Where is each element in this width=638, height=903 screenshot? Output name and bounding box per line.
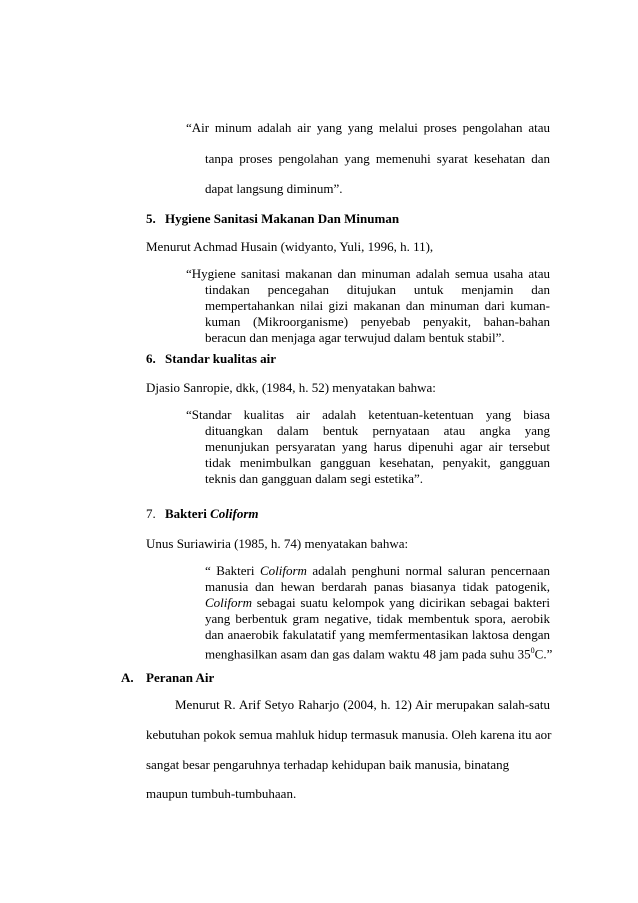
section-6-citation: Djasio Sanropie, dkk, (1984, h. 52) menyatakan bahwa: [146, 380, 436, 395]
section-5-citation: Menurut Achmad Husain (widyanto, Yuli, 1996, h. 11), [146, 239, 434, 254]
section-7-title-italic: Coliform [210, 506, 259, 521]
section-7-quote-line-3 [205, 595, 550, 611]
section-7-quote-l6b: C.” [534, 646, 553, 662]
section-a-line-1: Menurut R. Arif Setyo Raharjo (2004, h. 12) Air merupakan salah-satu [175, 697, 550, 712]
section-5-quote-line-4: kuman (Mikroorganisme) penyebab penyakit, bahan-bahan [205, 314, 550, 329]
section-6-quote-line-2: dituangkan dalam bentuk pernyataan atau angka yang [205, 423, 550, 438]
section-7-quote-l3b: sebagai suatu kelompok yang dicirikan sebagai bakteri [251, 595, 550, 610]
section-7-citation: Unus Suriawiria (1985, h. 74) menyatakan bahwa: [146, 536, 409, 551]
quote-air-minum-line-3: dapat langsung diminum”. [205, 181, 343, 196]
section-7-title [165, 506, 259, 522]
quote-air-minum-line-2: tanpa proses pengolahan yang memenuhi syarat kesehatan dan [205, 151, 550, 166]
section-a-letter: A. [121, 670, 134, 685]
section-7-number: 7. [146, 506, 156, 521]
section-6-quote-line-4: tidak menimbulkan gangguan kesehatan, penyakit, gangguan [205, 455, 550, 470]
section-7-quote-line-4: yang berbentuk gram negative, tidak membentuk spora, aerobik [205, 611, 550, 626]
section-a-line-2: kebutuhan pokok semua mahluk hidup termasuk manusia. Oleh karena itu aor [146, 727, 552, 742]
section-7-quote-l1a: “ Bakteri [205, 563, 260, 578]
section-6-number: 6. [146, 351, 156, 366]
section-5-title: Hygiene Sanitasi Makanan Dan Minuman [165, 211, 400, 226]
section-6-quote-line-5: teknis dan gangguan dalam segi estetika”. [205, 471, 424, 486]
degree-superscript: 0 [530, 646, 535, 655]
section-7-quote-l3-italic: Coliform [205, 595, 252, 610]
section-7-quote-line-2: manusia dan hewan berdarah panas biasanya tidak patogenik, [205, 579, 550, 594]
section-5-quote-line-2: tindakan pencegahan ditujukan untuk menjamin dan [205, 282, 550, 297]
section-5-quote-line-1: “Hygiene sanitasi makanan dan minuman adalah semua usaha atau [186, 266, 550, 281]
section-a-line-4: maupun tumbuh-tumbuhaan. [146, 786, 297, 801]
section-5-quote-line-5: beracun dan menjaga agar terwujud dalam bentuk stabil”. [205, 330, 505, 345]
section-a-line-3: sangat besar pengaruhnya terhadap kehidupan baik manusia, binatang [146, 757, 510, 772]
section-5-quote-line-3: mempertahankan nilai gizi makanan dan minuman dari kuman- [205, 298, 550, 313]
section-7-quote-line-1 [205, 563, 550, 579]
section-7-title-prefix: Bakteri [165, 506, 211, 521]
section-7-quote-line-6 [205, 643, 552, 662]
section-6-quote-line-1: “Standar kualitas air adalah ketentuan-ketentuan yang biasa [186, 407, 550, 422]
section-7-quote-line-5: dan anaerobik fakulatatif yang memfermentasikan laktosa dengan [205, 627, 550, 642]
quote-air-minum-line-1: “Air minum adalah air yang yang melalui proses pengolahan atau [186, 120, 550, 135]
section-a-title: Peranan Air [146, 670, 215, 685]
section-7-quote-l1-italic: Coliform [259, 563, 307, 578]
section-6-quote-line-3: menunjukan persyaratan yang harus dipenuhi agar air tersebut [205, 439, 550, 454]
section-7-quote-l1b: adalah penghuni normal saluran pencernaan [306, 563, 550, 578]
section-5-number: 5. [146, 211, 156, 226]
section-6-title: Standar kualitas air [165, 351, 277, 366]
section-7-quote-l6a: menghasilkan asam dan gas dalam waktu 48 jam pada suhu 35 [205, 646, 531, 662]
